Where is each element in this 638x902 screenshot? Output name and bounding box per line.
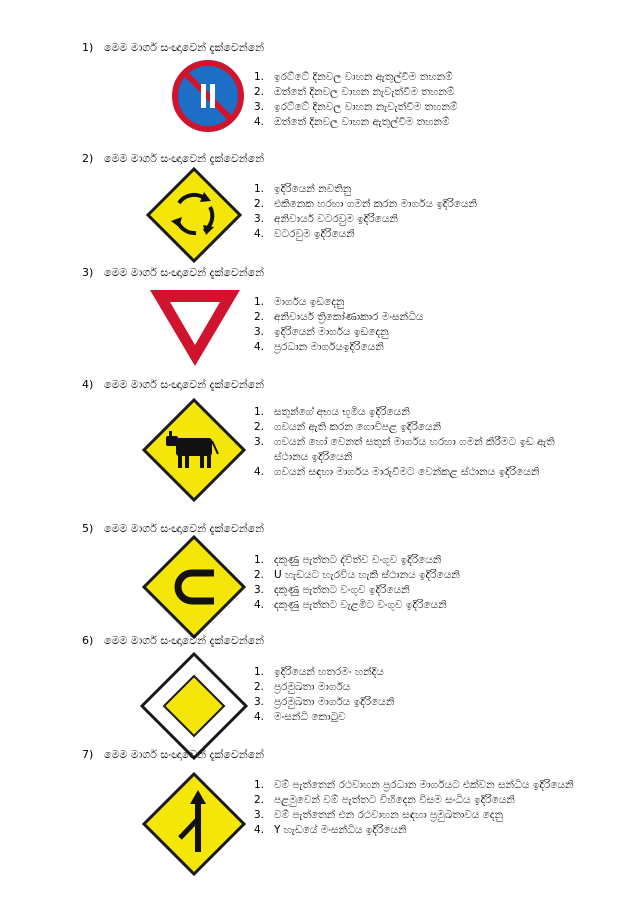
give-way-icon <box>148 287 242 369</box>
question-1-heading <box>82 41 264 55</box>
option-text: ඉරට්ටේ දිනවල වාහන නැවැත්වීම තහනම් <box>274 101 458 113</box>
option-2[interactable]: 2. අනිවාර්ය ත්‍රිකෝණාකාර මංසන්ධිය <box>254 311 424 323</box>
option-1[interactable]: 1. සතුන්ගේ අභය භූමිය ඉදිරියෙනි <box>254 406 410 418</box>
option-1[interactable]: 1. දකුණු පැත්තට ද්විත්ව වංගුව ඉදිරියෙනි <box>254 554 442 566</box>
option-4[interactable]: 4. වටරවුම ඉදිරියෙනි <box>254 228 355 240</box>
option-text: මංසන්ධි කොටුව <box>274 711 346 723</box>
option-text: ඔත්තේ දිනවල වාහන නැවැත්වීම තහනම් <box>274 86 455 98</box>
option-2[interactable]: 2. ප්‍රරමුඛතා මාර්ගය <box>254 681 351 693</box>
question-3-heading <box>82 266 264 280</box>
option-text: Y හැඩයේ මංසන්ධිය ඉදිරියෙනි <box>274 824 407 836</box>
option-text: ඉදිරියෙන් හතරමං හන්දිය <box>274 666 384 678</box>
option-text: ඉදිරියෙන් මාර්ගය ඉඩදෙනු <box>274 326 389 338</box>
option-text: අනිවාර්ය ත්‍රිකෝණාකාර මංසන්ධිය <box>274 311 424 323</box>
question-6-heading <box>82 634 264 648</box>
option-1[interactable]: 1. වම් පැත්තෙන් රථවාහන ප්‍රරධාන මාර්ගයට එක්වන සන්ධිය ඉදිරියෙනි <box>254 779 574 791</box>
option-text: වම් පැත්තෙන් එන රථවාහන සඳහා ප්‍රමුඛතාවය දෙනු <box>274 809 503 821</box>
option-text: ප්‍රරමුඛතා මාර්ගය <box>274 681 351 693</box>
question-5-options <box>254 553 584 613</box>
option-2[interactable]: 2. U හැඩයට හැරවිය හැකි ස්ථානය ඉදිරියෙනි <box>254 569 460 581</box>
question-number: 5) <box>82 522 94 535</box>
question-prompt: මෙම මාර්ග සංඥාවෙන් දැක්වෙන්නේ <box>104 378 265 391</box>
option-3[interactable]: 3. ප්‍රරමුඛතා මාර්ගය ඉදිරියෙනි <box>254 696 395 708</box>
no-parking-even-days-icon <box>172 60 244 132</box>
option-text: දකුණු පැත්තට ද්විත්ව වංගුව ඉදිරියෙනි <box>274 554 442 566</box>
option-text: ගවයන් ඇති කරන ගොවිපළ ඉදිරියෙනි <box>274 421 442 433</box>
option-3[interactable]: 3. ඉරට්ටේ දිනවල වාහන නැවැත්වීම තහනම් <box>254 101 458 113</box>
cattle-crossing-icon <box>142 398 246 502</box>
question-prompt: මෙම මාර්ග සංඥාවෙන් දැක්වෙන්නේ <box>104 41 265 54</box>
option-3[interactable]: 3. වම් පැත්තෙන් එන රථවාහන සඳහා ප්‍රමුඛතාවය දෙනු <box>254 809 503 821</box>
option-4[interactable]: 4. දකුණු පැත්තට වැළමිට වංගුව ඉදිරියෙනි <box>254 599 447 611</box>
option-4[interactable]: 4. ප්‍රරධාන මාර්ගයඉදිරියෙනි <box>254 341 384 353</box>
option-text: U හැඩයට හැරවිය හැකි ස්ථානය ඉදිරියෙනි <box>274 569 460 581</box>
roundabout-ahead-icon <box>146 167 242 263</box>
option-text: ප්‍රරමුඛතා මාර්ගය ඉදිරියෙනි <box>274 696 395 708</box>
option-3[interactable]: 3. ගවයන් හෝ වෙනත් සතුන් මාර්ගය හරහා ගමන් කිරීමට ඉඩ ඇති ස්ථානය ඉදිරියෙනි <box>254 436 555 463</box>
question-prompt: මෙම මාර්ග සංඥාවෙන් දැක්වෙන්නේ <box>104 152 265 165</box>
option-text: ගවයන් හෝ වෙනත් සතුන් මාර්ගය හරහා ගමන් කිරීමට ඉඩ ඇති ස්ථානය ඉදිරියෙනි <box>274 436 555 463</box>
option-text: ඉදිරියෙන් නවතිනු <box>274 183 352 195</box>
option-text: ප්‍රරධාන මාර්ගයඉදිරියෙනි <box>274 341 384 353</box>
u-turn-bend-icon <box>142 535 246 639</box>
question-4-heading <box>82 378 264 392</box>
option-2[interactable]: 2. පළමුවෙන් වම් පැත්තට විහිදෙන විසම සංධිය ඉදිරියෙනි <box>254 794 515 806</box>
question-6-options <box>254 665 584 725</box>
question-prompt: මෙම මාර්ග සංඥාවෙන් දැක්වෙන්නේ <box>104 748 265 761</box>
question-number: 1) <box>82 41 94 54</box>
question-number: 2) <box>82 152 94 165</box>
question-number: 7) <box>82 748 94 761</box>
question-prompt: මෙම මාර්ග සංඥාවෙන් දැක්වෙන්නේ <box>104 634 265 647</box>
option-text: මාර්ගය ඉඩදෙනු <box>274 296 345 308</box>
question-number: 4) <box>82 378 94 391</box>
option-1[interactable]: 1. ඉදිරියෙන් නවතිනු <box>254 183 352 195</box>
option-text: ගවයන් සඳහා මාර්ගය මාරුවීමට වෙන්කළ ස්ථානය ඉදිරියෙනි <box>274 466 540 478</box>
option-4[interactable]: 4. ගවයන් සඳහා මාර්ගය මාරුවීමට වෙන්කළ ස්ථානය ඉදිරියෙනි <box>254 466 540 478</box>
question-prompt: මෙම මාර්ග සංඥාවෙන් දැක්වෙන්නේ <box>104 522 265 535</box>
question-prompt: මෙම මාර්ග සංඥාවෙන් දැක්වෙන්නේ <box>104 266 265 279</box>
option-text: ඉරට්ටේ දිනවල වාහන ඇතුල්වීම තහනම් <box>274 71 453 83</box>
option-1[interactable]: 1. මාර්ගය ඉඩදෙනු <box>254 296 345 308</box>
option-text: දකුණු පැත්තට වංගුව ඉදිරියෙනි <box>274 584 410 596</box>
option-3[interactable]: 3. ඉදිරියෙන් මාර්ගය ඉඩදෙනු <box>254 326 389 338</box>
option-2[interactable]: 2. එකිනෙක හරහා ගමන් කරන මාර්ගය ඉදිරියෙනි <box>254 198 478 210</box>
option-1[interactable]: 1. ඉදිරියෙන් හතරමං හන්දිය <box>254 666 384 678</box>
option-text: වම් පැත්තෙන් රථවාහන ප්‍රරධාන මාර්ගයට එක්වන සන්ධිය ඉදිරියෙනි <box>274 779 574 791</box>
option-text: එකිනෙක හරහා ගමන් කරන මාර්ගය ඉදිරියෙනි <box>274 198 478 210</box>
question-3-options <box>254 295 584 355</box>
option-text: පළමුවෙන් වම් පැත්තට විහිදෙන විසම සංධිය ඉදිරියෙනි <box>274 794 515 806</box>
question-7-options <box>254 778 584 838</box>
option-text: සතුන්ගේ අභය භූමිය ඉදිරියෙනි <box>274 406 410 418</box>
option-text: අනිවාර්ය වටරවුම ඉදිරියෙනි <box>274 213 398 225</box>
option-4[interactable]: 4. Y හැඩයේ මංසන්ධිය ඉදිරියෙනි <box>254 824 407 836</box>
question-2-options <box>254 182 584 242</box>
option-4[interactable]: 4. ඔත්තේ දිනවල වාහන ඇතුල්වීම තහනම් <box>254 116 450 128</box>
option-text: ඔත්තේ දිනවල වාහන ඇතුල්වීම තහනම් <box>274 116 450 128</box>
question-2-heading <box>82 152 264 166</box>
option-4[interactable]: 4. මංසන්ධි කොටුව <box>254 711 346 723</box>
merging-traffic-left-icon <box>142 772 246 876</box>
option-3[interactable]: 3. අනිවාර්ය වටරවුම ඉදිරියෙනි <box>254 213 398 225</box>
question-4-options <box>254 405 584 480</box>
option-2[interactable]: 2. ඔත්තේ දිනවල වාහන නැවැත්වීම තහනම් <box>254 86 455 98</box>
question-number: 3) <box>82 266 94 279</box>
question-1-options <box>254 70 584 130</box>
option-text: වටරවුම ඉදිරියෙනි <box>274 228 355 240</box>
option-2[interactable]: 2. ගවයන් ඇති කරන ගොවිපළ ඉදිරියෙනි <box>254 421 442 433</box>
option-3[interactable]: 3. දකුණු පැත්තට වංගුව ඉදිරියෙනි <box>254 584 410 596</box>
question-number: 6) <box>82 634 94 647</box>
option-1[interactable]: 1. ඉරට්ටේ දිනවල වාහන ඇතුල්වීම තහනම් <box>254 71 453 83</box>
priority-road-icon <box>140 652 248 760</box>
option-text: දකුණු පැත්තට වැළමිට වංගුව ඉදිරියෙනි <box>274 599 447 611</box>
question-7-heading <box>82 748 264 762</box>
question-5-heading <box>82 522 264 536</box>
